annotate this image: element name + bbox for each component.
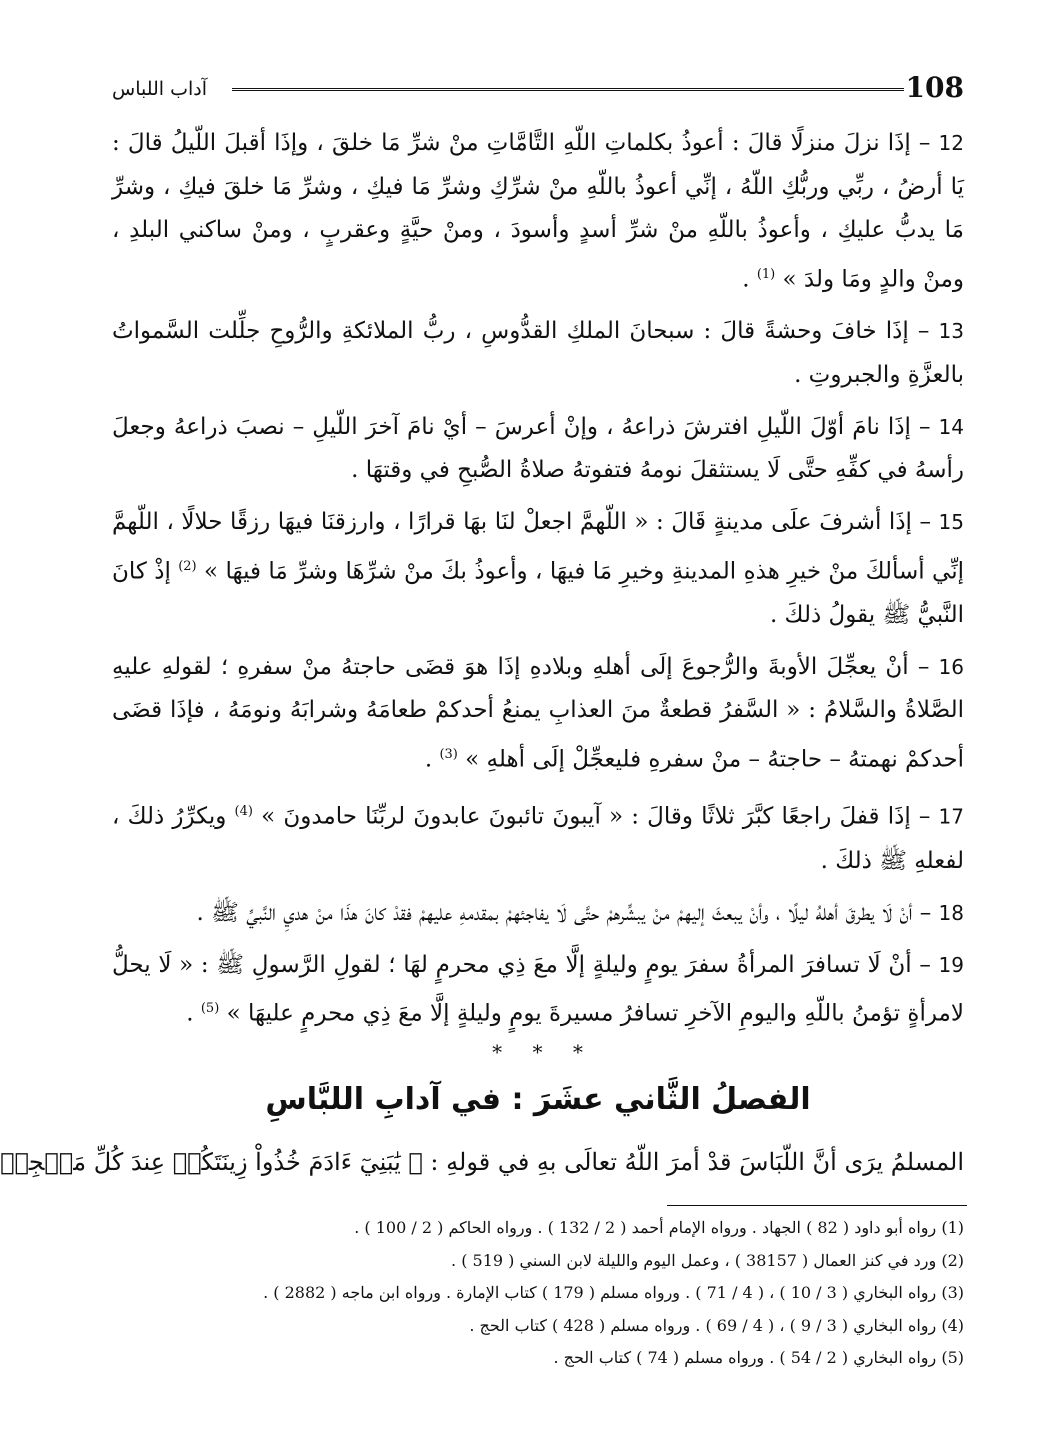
footnote-5: (5) رواه البخاري ( 2 / 54 ) . ورواه مسلم ( 74 ) كتاب الحج .	[553, 1348, 964, 1367]
paragraph-text: – إذَا خافَ وحشةً قالَ : سبحانَ الملكِ القدُّوسِ ، ربُّ الملائكةِ والرُّوحِ جلِّلت السَّمواتُ بالعزَّةِ والجبروتِ .	[112, 318, 964, 388]
paragraph-tail: .	[742, 266, 757, 293]
paragraph-tail: .	[424, 746, 440, 773]
chapter-title: الفصلُ الثَّاني عشَرَ : في آدابِ اللبَّاسِ	[265, 1082, 811, 1117]
item-number: 12	[938, 131, 964, 155]
item-number: 19	[938, 952, 964, 977]
item-number: 17	[938, 805, 964, 830]
paragraph-text: – إذَا نامَ أوّلَ اللّيلِ افترشَ ذراعهُ ، وإنْ أعرسَ – أيْ نامَ آخرَ اللّيلِ – نصبَ ذراعهُ وجعلَ رأسهُ في كفِّهِ حتَّى لَا يستثقلَ نومهُ فتفوتهُ صلاةُ الصُّبحِ في وقتهَا .	[112, 413, 964, 484]
header-rule	[232, 88, 904, 95]
chapter-intro: المسلمُ يرَى أنَّ اللّبَاسَ قدْ أمرَ اللّهُ تعالَى بهِ في قولهِ : ﴿ يَٰبَنِيٓ ءَادَمَ خُذُواْ زِينَتَكُمۡ عِندَ كُلِّ مَسۡجِدٖ	[0, 1148, 964, 1176]
item-number: 16	[938, 654, 964, 679]
item-number: 18	[938, 900, 964, 925]
footnote-1: (1) رواه أبو داود ( 82 ) الجهاد . ورواه الإمام أحمد ( 2 / 132 ) . ورواه الحاكم ( 2 / 100 ) .	[354, 1218, 964, 1237]
paragraph-16	[112, 646, 964, 782]
page-number: 108	[905, 71, 964, 104]
paragraph-14	[112, 406, 964, 493]
section-separator: * * *	[492, 1040, 595, 1064]
paragraph-tail: ويكرِّرُ ذلكَ ، لفعلهِ ﷺ ذلكَ .	[112, 804, 964, 874]
body-text	[112, 122, 964, 1045]
page-header	[112, 70, 964, 110]
footnote-ref: (2)	[178, 558, 197, 574]
footnote-ref: (3)	[439, 746, 458, 762]
running-title: آداب اللباس	[112, 78, 208, 100]
footnote-3: (3) رواه البخاري ( 3 / 10 ) ، ( 4 / 71 ) . ورواه مسلم ( 179 ) كتاب الإمارة . ورواه ابن ماجه ( 2882 ) .	[263, 1283, 964, 1302]
paragraph-text: – أنْ لَا تسافرَ المرأةُ سفرَ يومٍ وليلةٍ إلَّا معَ ذِي محرمٍ لهَا ؛ لقولِ الرَّسولِ ﷺ : « لَا يحلُّ لامرأةٍ تؤمنُ باللّهِ واليومِ الآخرِ تسافرُ مسيرةَ يومٍ وليلةٍ إلَّا معَ ذِي محرمٍ عليهَا »	[112, 951, 964, 1027]
paragraph-13	[112, 310, 964, 397]
paragraph-text: – أنْ لَا يطرقَ أهلهُ ليلًا ، وأنْ يبعثَ إليهمْ منْ يبشِّرهمْ حتَّى لَا يفاجئهمْ بمقدمهِ عليهمْ فقدْ كانَ هذَا منْ هديِ النَّبيِّ ﷺ .	[196, 899, 939, 926]
paragraph-15	[112, 501, 964, 637]
footnote-ref: (5)	[200, 1001, 220, 1017]
item-number: 14	[938, 414, 964, 439]
footnote-rule	[667, 1205, 967, 1206]
footnote-ref: (1)	[756, 266, 776, 282]
footnote-2: (2) ورد في كنز العمال ( 38157 ) ، وعمل اليوم والليلة لابن السني ( 519 ) .	[451, 1250, 964, 1270]
paragraph-text: – إذَا نزلَ منزلًا قالَ : أعوذُ بكلماتِ اللّهِ التَّامَّاتِ منْ شرِّ مَا خلقَ ، وإذَا أقبلَ اللّيلُ قالَ : يَا أرضُ ، ربِّي وربُّكِ اللّهُ ، إنِّي أعوذُ باللّهِ منْ شرِّكِ وشرِّ مَا فيكِ ، وشرِّ مَا خلقَ فيكِ ، وشرِّ مَا يدبُّ عليكِ ، وأعوذُ باللّهِ منْ شرِّ أسدٍ وأسودَ ، ومنْ حيَّةٍ وعقربٍ ، ومنْ ساكني البلدِ ، ومنْ والدٍ ومَا ولدَ »	[112, 130, 964, 293]
paragraph-tail: إذْ كانَ النَّبيُّ ﷺ يقولُ ذلكَ .	[112, 558, 964, 628]
paragraph-12	[112, 122, 964, 302]
paragraph-text: – أنْ يعجِّلَ الأوبةَ والرُّجوعَ إلَى أهلهِ وبلادهِ إذَا هوَ قضَى حاجتهُ منْ سفرهِ ؛ لقولهِ عليهِ الصَّلاةُ والسَّلامُ : « السَّفرُ قطعةٌ منَ العذابِ يمنعُ أحدكمْ طعامَهُ وشرابَهُ ونومَهُ ، فإذَا قضَى أحدكمْ نهمتهُ – حاجتهُ – منْ سفرهِ فليعجِّلْ إلَى أهلهِ »	[112, 653, 964, 773]
paragraph-17	[112, 790, 964, 883]
paragraph-text: – إذَا قفلَ راجعًا كبَّرَ ثلاثًا وقالَ : « آيبونَ تائبونَ عابدونَ لربِّنَا حامدونَ »	[261, 804, 939, 831]
item-number: 15	[938, 510, 964, 535]
footnote-4: (4) رواه البخاري ( 3 / 9 ) ، ( 4 / 69 ) . ورواه مسلم ( 428 ) كتاب الحج .	[469, 1315, 964, 1335]
paragraph-18	[112, 892, 964, 936]
item-number: 13	[938, 319, 964, 344]
footnotes	[112, 1212, 964, 1375]
paragraph-tail: .	[186, 1000, 201, 1027]
paragraph-text: – إذَا أشرفَ علَى مدينةٍ قَالَ : « اللّهمَّ اجعلْ لنَا بهَا قرارًا ، وارزقنَا فيهَا رزقًا حلالًا ، اللّهمَّ إنِّي أسألكَ منْ خيرِ هذهِ المدينةِ وخيرِ مَا فيهَا ، وأعوذُ بكَ منْ شرِّهَا وشرِّ مَا فيهَا »	[112, 509, 964, 585]
paragraph-19	[112, 944, 964, 1037]
footnote-ref: (4)	[234, 804, 253, 820]
